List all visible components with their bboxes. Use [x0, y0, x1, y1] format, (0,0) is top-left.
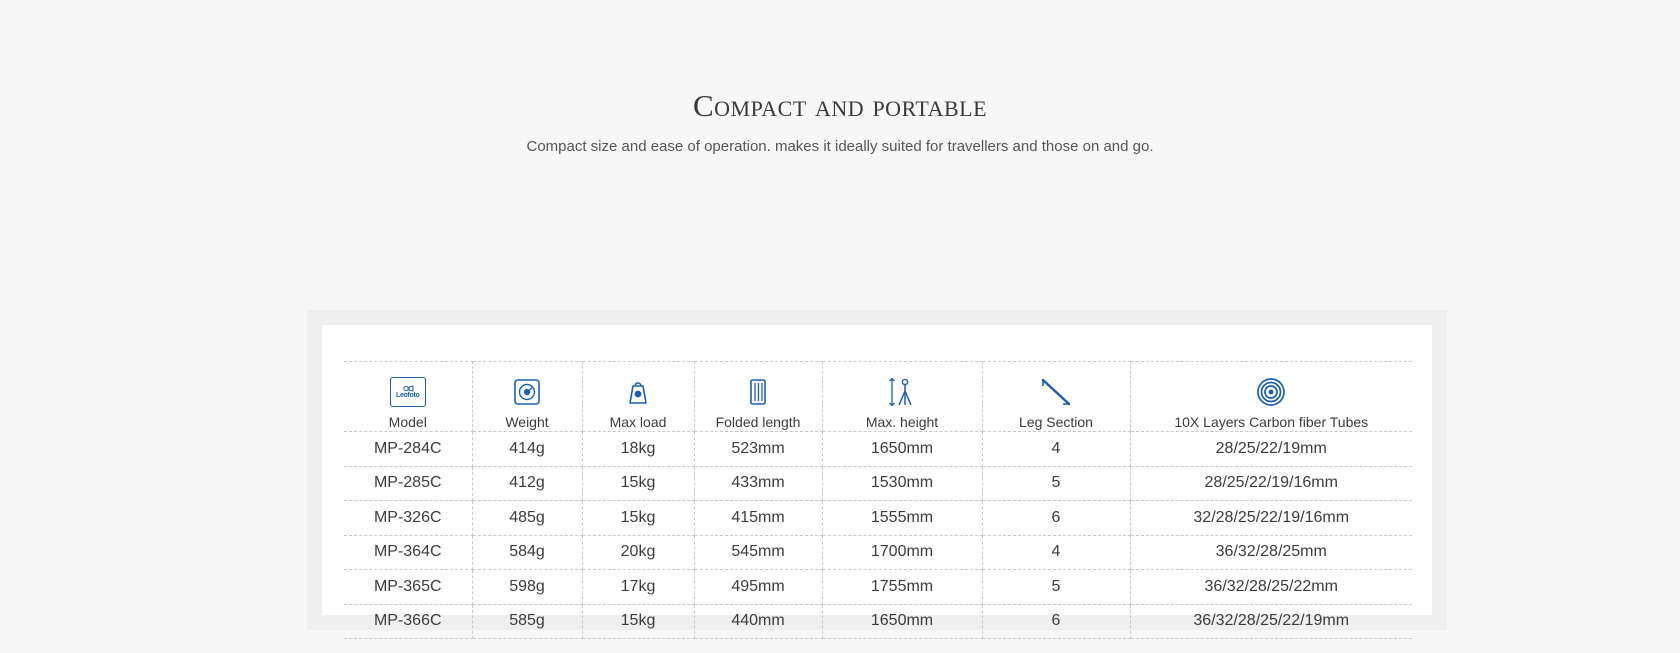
column-label-max-load: Max load: [609, 414, 667, 430]
logo-text: Leofoto: [395, 392, 420, 399]
folded-length-icon: [743, 376, 773, 408]
column-header-tubes: [1130, 362, 1412, 432]
column-label-folded-length: Folded length: [715, 414, 801, 430]
column-label-weight: Weight: [505, 414, 549, 430]
specifications-table: [344, 361, 1412, 639]
cell-model: MP-326C: [344, 501, 472, 536]
cell-weight: 598g: [472, 570, 582, 605]
cell-max-load: 18kg: [582, 432, 694, 467]
cell-folded-length: 433mm: [694, 466, 822, 501]
cell-model: MP-366C: [344, 604, 472, 639]
tripod-height-icon: [886, 376, 918, 408]
table-row: [344, 432, 1412, 467]
cell-max-height: 1650mm: [822, 432, 982, 467]
cell-max-height: 1530mm: [822, 466, 982, 501]
cell-folded-length: 523mm: [694, 432, 822, 467]
carbon-tube-icon: [1256, 376, 1286, 408]
page-subtitle: Compact size and ease of operation. makes it ideally suited for travellers and those on and go.: [526, 138, 1154, 155]
table-row: [344, 570, 1412, 605]
table-row: [344, 501, 1412, 536]
table-body: [344, 432, 1412, 639]
cell-tubes: 28/25/22/19/16mm: [1130, 466, 1412, 501]
cell-model: MP-364C: [344, 535, 472, 570]
cell-tubes: 36/32/28/25mm: [1130, 535, 1412, 570]
cell-max-height: 1650mm: [822, 604, 982, 639]
column-label-max-height: Max. height: [865, 414, 939, 430]
column-header-leg-section: [982, 362, 1130, 432]
column-label-leg-section: Leg Section: [1019, 414, 1093, 430]
cell-folded-length: 440mm: [694, 604, 822, 639]
scale-icon: [512, 376, 542, 408]
cell-max-height: 1700mm: [822, 535, 982, 570]
cell-max-load: 15kg: [582, 501, 694, 536]
column-header-model: [344, 362, 472, 432]
cell-weight: 414g: [472, 432, 582, 467]
table-row: [344, 604, 1412, 639]
cell-max-load: 15kg: [582, 466, 694, 501]
column-label-model: Model: [388, 414, 427, 430]
cell-max-load: 20kg: [582, 535, 694, 570]
leofoto-logo-icon: [390, 376, 426, 408]
spec-panel-inner: [322, 325, 1432, 630]
cell-leg-section: 4: [982, 535, 1130, 570]
cell-tubes: 28/25/22/19mm: [1130, 432, 1412, 467]
cell-leg-section: 5: [982, 466, 1130, 501]
cell-max-load: 17kg: [582, 570, 694, 605]
cell-model: MP-365C: [344, 570, 472, 605]
weight-bag-icon: [623, 376, 653, 408]
cell-max-load: 15kg: [582, 604, 694, 639]
page-root: [0, 88, 1680, 653]
column-header-folded-length: [694, 362, 822, 432]
cell-leg-section: 4: [982, 432, 1130, 467]
page-title: Compact and portable: [692, 88, 988, 123]
cell-folded-length: 545mm: [694, 535, 822, 570]
leg-section-icon: [1039, 376, 1073, 408]
cell-weight: 412g: [472, 466, 582, 501]
column-header-max-load: [582, 362, 694, 432]
column-header-weight: [472, 362, 582, 432]
cell-weight: 585g: [472, 604, 582, 639]
cell-max-height: 1755mm: [822, 570, 982, 605]
cell-max-height: 1555mm: [822, 501, 982, 536]
table-row: [344, 535, 1412, 570]
column-header-max-height: [822, 362, 982, 432]
cell-leg-section: 5: [982, 570, 1130, 605]
cell-folded-length: 495mm: [694, 570, 822, 605]
cell-model: MP-284C: [344, 432, 472, 467]
cell-folded-length: 415mm: [694, 501, 822, 536]
table-row: [344, 466, 1412, 501]
table-header-row: [344, 362, 1412, 432]
cell-weight: 485g: [472, 501, 582, 536]
cell-leg-section: 6: [982, 501, 1130, 536]
cell-model: MP-285C: [344, 466, 472, 501]
cell-weight: 584g: [472, 535, 582, 570]
column-label-tubes: 10X Layers Carbon fiber Tubes: [1174, 414, 1369, 430]
spec-panel: [307, 310, 1447, 630]
cell-leg-section: 6: [982, 604, 1130, 639]
cell-tubes: 32/28/25/22/19/16mm: [1130, 501, 1412, 536]
cell-tubes: 36/32/28/25/22/19mm: [1130, 604, 1412, 639]
cell-tubes: 36/32/28/25/22mm: [1130, 570, 1412, 605]
